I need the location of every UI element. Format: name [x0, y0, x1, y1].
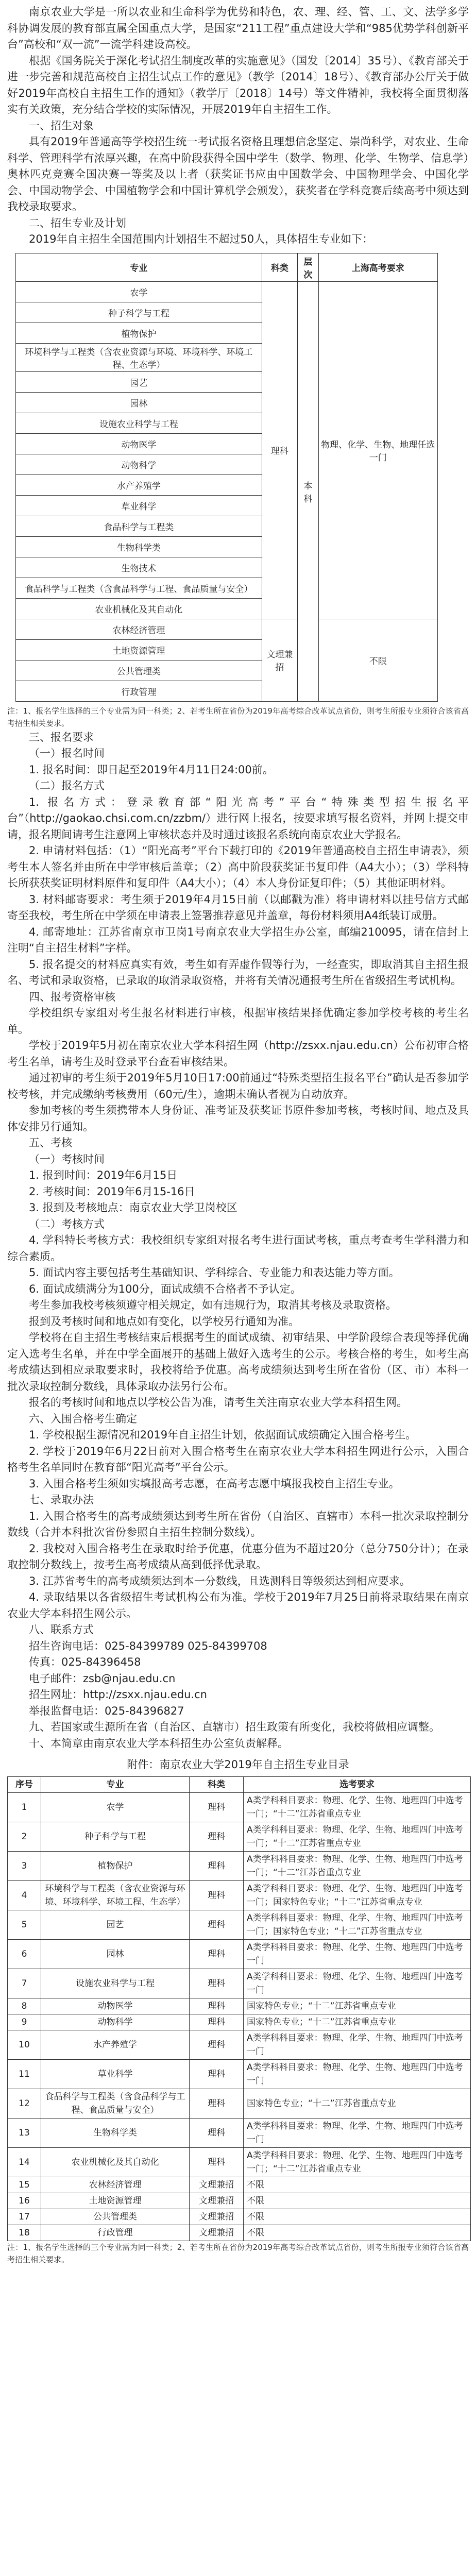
table-cell-index: 8	[8, 1998, 41, 2014]
table-row	[8, 1880, 471, 1910]
table-cell-major: 行政管理	[41, 2225, 190, 2241]
table-cell-requirement: 国家特色专业；“十二”江苏省重点专业	[244, 1998, 471, 2014]
paragraph: 5. 面试内容主要包括考生基础知识、学科综合、专业能力和表达能力等方面。	[29, 1266, 400, 1279]
subsection-heading: （一）报名时间	[29, 747, 105, 759]
paragraph: 通过初审的考生须于2019年5月10日17:00前通过“特殊类型招生报名平台”确认是否参加学校考核，并完成缴纳考核费用（60元/生），逾期未确认者视为自动放弃。	[7, 1072, 469, 1100]
table-header-major: 专业	[41, 1776, 190, 1792]
table-row	[8, 2225, 471, 2241]
table-cell-major: 食品科学与工程类	[16, 516, 262, 536]
paragraph: 3. 江苏省考生的高考成绩须达到本一分数线，且选测科目等级须达到相应要求。	[29, 1574, 411, 1587]
table-cell-kelei: 文理兼招	[190, 2193, 244, 2209]
table-cell-kelei: 理科	[190, 1822, 244, 1851]
table-cell-kelei: 理科	[190, 1939, 244, 1969]
paragraph: 2. 学校于2019年6月22日前对入围合格考生在南京农业大学本科招生网进行公示，入围合格考生名单同时在教育部“阳光高考”平台公示。	[7, 1445, 469, 1473]
contact-email: 电子邮件：zsb@njau.edu.cn	[29, 1672, 176, 1685]
table-row	[8, 2030, 471, 2059]
table-cell-requirement: 不限	[244, 2193, 471, 2209]
table-row	[8, 2193, 471, 2209]
paragraph: 1. 学校根据生源情况和2019年自主招生计划，依据面试成绩确定入围合格考生。	[29, 1429, 417, 1441]
table-cell-major: 环境科学与工程类（含农业资源与环境、环境科学、环境工程、生态学）	[16, 343, 262, 371]
section-heading: 二、招生专业及计划	[29, 216, 126, 229]
contact-website: 招生网址：http://zsxx.njau.edu.cn	[29, 1688, 207, 1701]
paragraph: 具有2019年普通高等学校招生统一考试报名资格且理想信念坚定、崇尚科学，对农业、生命科学、管理科学有浓厚兴趣，在高中阶段获得全国中学生（数学、物理、化学、生物学、信息学）奥林匹克竞赛全国决赛一等奖及以上者（获奖证书应由中国数学会、中国物理学会、中国化学会、中国动物学会、中国植物学会和中国计算机学会颁发），获奖者在学科竞赛后续高考中须达到我校录取要求。	[7, 135, 469, 213]
table-row	[8, 2014, 471, 2030]
table-header-shanghai: 上海高考要求	[318, 253, 437, 281]
paragraph: 1. 报名时间：即日起至2019年4月11日24:00前。	[29, 763, 274, 776]
table-cell-kelei: 理科	[190, 2059, 244, 2089]
table-cell-requirement: A类学科科目要求：物理、化学、生物、地理四门中选考一门	[244, 2030, 471, 2059]
table-body	[8, 1792, 471, 2241]
table-row	[8, 1851, 471, 1880]
table-cell-major: 植物保护	[16, 323, 262, 343]
paragraph: 2. 考核时间：2019年6月15-16日	[29, 1185, 195, 1198]
table-cell-requirement: 不限	[244, 2177, 471, 2193]
table-cell-major: 农林经济管理	[16, 619, 262, 639]
table-cell-index: 16	[8, 2193, 41, 2209]
table-cell-major: 食品科学与工程类（含食品科学与工程、食品质量与安全）	[41, 2089, 190, 2118]
table-cell-major: 农学	[41, 1792, 190, 1822]
section-heading: 一、招生对象	[29, 119, 94, 132]
table-cell-major: 公共管理类	[41, 2209, 190, 2225]
table-row	[8, 2177, 471, 2193]
paragraph: 6. 面试成绩满分为100分，面试成绩不合格者不予认定。	[29, 1282, 301, 1295]
table-cell-index: 15	[8, 2177, 41, 2193]
table-row	[8, 2059, 471, 2089]
subsection-heading: （二）报名方式	[29, 779, 105, 792]
paragraph: 3. 材料邮寄要求：考生须于2019年4月15日前（以邮戳为准）将申请材料以挂号信方式邮寄至我校，考生所在中学须在申请表上签署推荐意见并盖章，每份材料须用A4纸装订成册。	[7, 893, 469, 922]
table-cell-kelei: 理科	[190, 2014, 244, 2030]
contact-report-phone: 举报监督电话：025-84396827	[29, 1704, 184, 1717]
table-row	[8, 2089, 471, 2118]
table-cell-index: 18	[8, 2225, 41, 2241]
table-cell-kelei: 文理兼招	[190, 2225, 244, 2241]
section-heading: 八、联系方式	[29, 1623, 94, 1636]
table-cell-index: 2	[8, 1822, 41, 1851]
table-cell-kelei: 理科	[190, 2030, 244, 2059]
table-cell-major: 生物技术	[16, 557, 262, 578]
table-row	[8, 2209, 471, 2225]
table-cell-index: 6	[8, 1939, 41, 1969]
table-cell-major: 园林	[16, 392, 262, 413]
table-note: 注：1、报名学生选择的三个专业需为同一科类；2、若考生所在省份为2019年高考综合改革试点省份，则考生所报专业须符合该省高考招生相关要求。	[7, 706, 469, 728]
table-cell-kelei: 理科	[190, 1880, 244, 1910]
table-cell-kelei: 理科	[190, 1969, 244, 1998]
table-row	[8, 1792, 471, 1822]
table-cell-requirement: A类学科科目要求：物理、化学、生物、地理四门中选考一门；国家特色专业；“十二”江苏省重点专业	[244, 1910, 471, 1939]
table-cell-requirement: A类学科科目要求：物理、化学、生物、地理四门中选考一门；国家特色专业；“十二”江苏省重点专业	[244, 1880, 471, 1910]
table-cell-index: 14	[8, 2147, 41, 2177]
table-cell-major: 水产养殖学	[41, 2030, 190, 2059]
table-cell-major: 种子科学与工程	[41, 1822, 190, 1851]
table-cell-major: 动物医学	[41, 1998, 190, 2014]
table-cell-major: 生物科学类	[16, 536, 262, 557]
appendix-caption: 附件：南京农业大学2019年自主招生专业目录	[127, 1758, 349, 1771]
table-cell-major: 农学	[16, 281, 262, 302]
table-header-index: 序号	[8, 1776, 41, 1792]
paragraph: 4. 学科特长考核方式：我校组织专家组对报名考生进行面试考核，重点考查考生学科潜力和综合素质。	[7, 1234, 469, 1263]
table-cell-index: 5	[8, 1910, 41, 1939]
table-header-kelei: 科类	[262, 253, 297, 281]
table-cell-major: 动物科学	[16, 454, 262, 474]
section-heading: 三、报名要求	[29, 731, 94, 743]
table-row	[8, 1939, 471, 1969]
table-cell-major: 园林	[41, 1939, 190, 1969]
table-cell-major: 水产养殖学	[16, 474, 262, 495]
table-cell-index: 9	[8, 2014, 41, 2030]
section-heading: 九、若国家或生源所在省（自治区、直辖市）招生政策有所变化，我校将做相应调整。	[29, 1721, 440, 1733]
table-cell-major: 食品科学与工程类（含食品科学与工程、食品质量与安全）	[16, 578, 262, 598]
table-cell-requirement: A类学科科目要求：物理、化学、生物、地理四门中选考一门；“十二”江苏省重点专业	[244, 1792, 471, 1822]
section-heading: 七、录取办法	[29, 1494, 94, 1506]
table-cell-index: 3	[8, 1851, 41, 1880]
table-cell-major: 动物科学	[41, 2014, 190, 2030]
contact-phone: 招生咨询电话：025-84399789 025-84399708	[29, 1639, 267, 1652]
table-cell-major: 生物科学类	[41, 2118, 190, 2147]
paragraph: 参加考核的考生须携带本人身份证、准考证及获奖证书原件参加考核，考核时间、地点及具体安排另行通知。	[7, 1104, 469, 1133]
section-heading: 四、报考资格审核	[29, 990, 115, 1003]
table-cell-major: 环境科学与工程类（含农业资源与环境、环境科学、环境工程、生态学）	[41, 1880, 190, 1910]
table-cell-kelei: 理科	[190, 1851, 244, 1880]
table-cell-index: 11	[8, 2059, 41, 2089]
table-cell-kelei: 文理兼招	[190, 2209, 244, 2225]
table-cell-major: 土地资源管理	[41, 2193, 190, 2209]
paragraph: 报到及考核时间和地点如有变化，以学校另行通知为准。	[29, 1315, 299, 1328]
table-cell-major: 种子科学与工程	[16, 302, 262, 323]
table-cell-kelei: 理科	[190, 2089, 244, 2118]
table-cell-requirement: A类学科科目要求：物理、化学、生物、地理四门中选考一门	[244, 2059, 471, 2089]
table-cell-kelei: 文理兼招	[190, 2177, 244, 2193]
intro-paragraph: 南京农业大学是一所以农业和生命科学为优势和特色，农、理、经、管、工、文、法学多学科协调发展的教育部直属全国重点大学，是国家“211工程”重点建设大学和“985优势学科创新平台”高校和“双一流”一流学科建设高校。	[7, 6, 469, 50]
table-cell-major: 农业机械化及其自动化	[16, 598, 262, 619]
table-cell-major: 农林经济管理	[41, 2177, 190, 2193]
table-cell-requirement: 不限	[244, 2209, 471, 2225]
table-cell-index: 12	[8, 2089, 41, 2118]
table-cell-kelei: 文理兼招	[262, 619, 297, 701]
paragraph: 4. 录取结果以各省级招生考试机构公布为准。学校于2019年7月25日前将录取结果在南京农业大学本科招生网公示。	[7, 1591, 469, 1620]
paragraph: 考生参加我校考核须遵守相关规定，如有违规行为，取消其考核及录取资格。	[29, 1299, 397, 1311]
table-cell-index: 13	[8, 2118, 41, 2147]
table-cell-index: 7	[8, 1969, 41, 1998]
paragraph: 1. 入围合格考生的高考成绩须达到考生所在省份（自治区、直辖市）本科一批次录取控制分数线（合并本科批次省份参照自主招生控制分数线）。	[7, 1510, 469, 1538]
table-cell-major: 设施农业科学与工程	[16, 413, 262, 433]
table-cell-index: 1	[8, 1792, 41, 1822]
paragraph: 2. 申请材料包括：（1）“阳光高考”平台下载打印的《2019年普通高校自主招生申请表》，须考生本人签名并由所在中学审核后盖章；（2）高中阶段获奖证书复印件（A4大小）；（3）学科特长所获获奖证明材料原件和复印件（A4大小）；（4）本人身份证复印件；（5）其他证明材料。	[7, 844, 469, 889]
table-row	[8, 2147, 471, 2177]
section-heading: 十、本简章由南京农业大学本科招生办公室负责解释。	[29, 1737, 288, 1750]
paragraph: 报名的考核时间和地点以学校公告为准，请考生关注南京农业大学本科招生网。	[29, 1396, 407, 1409]
table-cell-major: 园艺	[41, 1910, 190, 1939]
paragraph: 2019年自主招生全国范围内计划招生不超过50人，具体招生专业如下：	[29, 233, 373, 245]
table-header-kelei: 科类	[190, 1776, 244, 1792]
table-note: 注：1、报名学生选择的三个专业需为同一科类；2、若考生所在省份为2019年高考综合改革试点省份，则考生所报专业须符合该省高考招生相关要求。	[7, 2242, 469, 2264]
table-cell-major: 植物保护	[41, 1851, 190, 1880]
table-row	[8, 2118, 471, 2147]
table-cell-requirement: A类学科科目要求：物理、化学、生物、地理四门中选考一门；“十二”江苏省重点专业	[244, 1851, 471, 1880]
paragraph: 2. 我校对入围合格考生在录取时给予优惠，优惠分值为不超过20分（总分750分计）；在录取控制分数线上，按考生高考成绩从高到低择优录取。	[7, 1542, 469, 1571]
table-cell-kelei: 理科	[190, 2147, 244, 2177]
subsection-heading: （二）考核方式	[29, 1217, 105, 1230]
contact-fax: 传真：025-84396458	[29, 1656, 141, 1668]
table-cell-major: 设施农业科学与工程	[41, 1969, 190, 1998]
table-cell-major: 园艺	[16, 371, 262, 392]
table-cell-major: 动物医学	[16, 433, 262, 454]
table-cell-major: 草业科学	[41, 2059, 190, 2089]
paragraph: 3. 入围合格考生须如实填报高考志愿，在高考志愿中填报我校自主招生专业。	[29, 1477, 400, 1490]
table-row	[8, 1969, 471, 1998]
subsection-heading: （一）考核时间	[29, 1153, 105, 1165]
paragraph: 学校组织专家组对考生报名材料进行审核，根据审核结果择优确定参加学校考核的考生名单。	[7, 1007, 469, 1036]
table-header-level: 层次	[298, 253, 318, 281]
table-cell-kelei: 理科	[262, 281, 297, 619]
table-cell-major: 行政管理	[16, 681, 262, 701]
appendix-major-table	[7, 1776, 471, 2241]
table-cell-kelei: 理科	[190, 1998, 244, 2014]
table-header-major: 专业	[16, 253, 262, 281]
paragraph: 学校将在自主招生考核结束后根据考生的面试成绩、初审结果、中学阶段综合表现等择优确定入选考生名单，并在中学全面展开的基础上做好入选考生的公示。考核合格的考生，如考生高考成绩达到相应录取要求时，我校将给予优惠。高考成绩须达到考生所在省份（区、市）本科一批次录取控制分数线，具体录取办法另行公布。	[7, 1331, 469, 1393]
table-cell-requirement: 国家特色专业；“十二”江苏省重点专业	[244, 2089, 471, 2118]
paragraph: 学校于2019年5月初在南京农业大学本科招生网（http://zsxx.njau.edu.cn）公布初审合格考生名单，请考生及时登录平台查看审核结果。	[7, 1039, 469, 1068]
table-cell-requirement: A类学科科目要求：物理、化学、生物、地理四门中选考一门；“十二”江苏省重点专业	[244, 2147, 471, 2177]
table-cell-requirement: A类学科科目要求：物理、化学、生物、地理四门中选考一门	[244, 1969, 471, 1998]
table-cell-index: 17	[8, 2209, 41, 2225]
paragraph: 1. 报名方式：登录教育部“阳光高考”平台“特殊类型招生报名平台”（http://gaokao.chsi.com.cn/zzbm/）进行网上报名，按要求填写报名资料，并网上提交申请，报名期间请考生注意网上审核状态并及时通过该报名系统向南京农业大学报名。	[7, 795, 469, 841]
table-cell-major: 草业科学	[16, 495, 262, 516]
paragraph: 5. 报名提交的材料应真实有效，考生如有弄虚作假等行为，一经查实，即取消其自主招生报名、考试和录取资格，已录取的取消录取资格，并将有关情况通报考生所在省级招生考试机构。	[7, 958, 469, 987]
table-row	[8, 1998, 471, 2014]
table-cell-requirement: A类学科科目要求：物理、化学、生物、地理四门中选考一门	[244, 2118, 471, 2147]
paragraph: 1. 报到时间：2019年6月15日	[29, 1169, 178, 1181]
section-heading: 六、入围合格考生确定	[29, 1412, 137, 1425]
table-cell-kelei: 理科	[190, 2118, 244, 2147]
table-cell-major: 农业机械化及其自动化	[41, 2147, 190, 2177]
table-cell-shanghai: 不限	[318, 619, 437, 701]
table-cell-requirement: A类学科科目要求：物理、化学、生物、地理四门中选考一门	[244, 1939, 471, 1969]
major-plan-table	[15, 253, 438, 702]
table-cell-major: 公共管理类	[16, 660, 262, 681]
table-cell-kelei: 理科	[190, 1910, 244, 1939]
table-cell-kelei: 理科	[190, 1792, 244, 1822]
table-cell-requirement: 不限	[244, 2225, 471, 2241]
table-header-requirement: 选考要求	[244, 1776, 471, 1792]
table-cell-index: 4	[8, 1880, 41, 1910]
table-cell-shanghai: 物理、化学、生物、地理任选一门	[318, 281, 437, 619]
section-heading: 五、考核	[29, 1137, 72, 1149]
intro-paragraph: 根据《国务院关于深化考试招生制度改革的实施意见》（国发〔2014〕35号）、《教育部关于进一步完善和规范高校自主招生试点工作的意见》（教学〔2014〕18号）、《教育部办公厅关于做好2019年高校自主招生工作的通知》（教学厅〔2018〕14号）等文件精神，我校将全面贯彻落实有关政策，充分结合学校的实际情况，开展2019年自主招生工作。	[7, 54, 469, 115]
paragraph: 3. 报到及考核地点：南京农业大学卫岗校区	[29, 1201, 237, 1214]
table-cell-requirement: 国家特色专业；“十二”江苏省重点专业	[244, 2014, 471, 2030]
table-cell-level: 本科	[298, 281, 318, 701]
table-cell-major: 土地资源管理	[16, 639, 262, 660]
table-row	[8, 1910, 471, 1939]
paragraph: 4. 邮寄地址：江苏省南京市卫岗1号南京农业大学招生办公室，邮编210095，请在信封上注明“自主招生材料”字样。	[7, 925, 469, 954]
table-cell-index: 10	[8, 2030, 41, 2059]
table-row	[8, 1822, 471, 1851]
table-cell-requirement: A类学科科目要求：物理、化学、生物、地理四门中选考一门；“十二”江苏省重点专业	[244, 1822, 471, 1851]
